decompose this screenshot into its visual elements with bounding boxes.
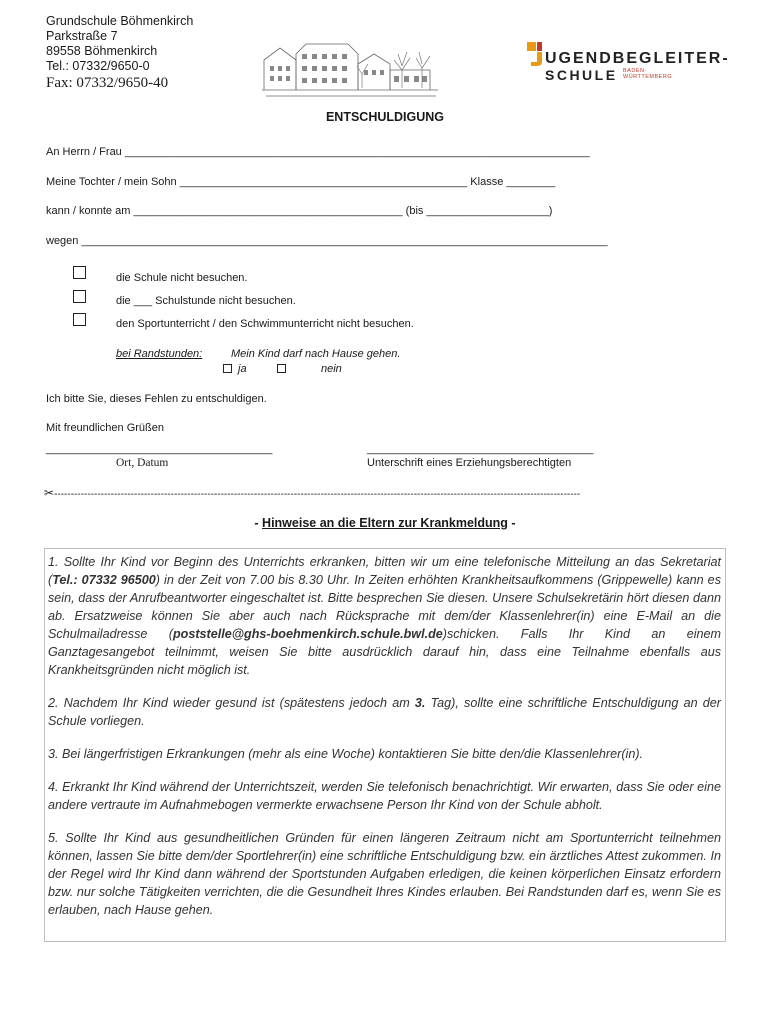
p1-text-a: 1. Sollte Ihr Kind vor Beginn des Unterrichts erkranken, bitten wir um eine telefonische Mitteilung an das Sekretariat (	[48, 555, 721, 587]
place-date-label: Ort, Datum	[116, 457, 169, 469]
notice-title-dash-left: -	[254, 516, 263, 530]
addressee-line: An Herrn / Frau ____________________________________________________________________________	[46, 146, 590, 158]
excuse-request: Ich bitte Sie, dieses Fehlen zu entschuldigen.	[46, 393, 267, 405]
address-line-school: Grundschule Böhmenkirch	[46, 14, 194, 28]
address-line-street: Parkstraße 7	[46, 29, 118, 43]
randstunden-yes-checkbox[interactable]	[223, 364, 232, 373]
p2-day-number: 3.	[414, 696, 426, 710]
randstunden-no-label: nein	[321, 363, 342, 375]
randstunden-text: Mein Kind darf nach Hause gehen.	[231, 348, 401, 360]
address-line-fax: Fax: 07332/9650-40	[46, 75, 169, 91]
p1-text-b: ) in der Zeit von 7.00 bis 8.30 Uhr. In Zeiten erhöhten Krankheitsaufkommens (Grippewelle) kann es sein, dass der Anrufbeantworter eingeschaltet ist. Bitte besprechen Sie diesen. Unsere Schulsekretärin hört diesen dann ab. Ersatzweise können Sie aber auch nach Rücksprache mit dem/der Klassenlehrer(in) eine E-Mail an die Schulmailadresse (	[48, 573, 721, 641]
logo-subtitle-line2: WÜRTTEMBERG	[623, 74, 673, 80]
option-checkbox-school[interactable]	[73, 266, 86, 279]
cut-line	[44, 486, 724, 500]
signature-line-right: _____________________________________	[367, 443, 594, 455]
jugendbegleiter-logo	[527, 42, 737, 90]
school-email-address[interactable]: poststelle@ghs-boehmenkirch.schule.bwl.de	[172, 627, 443, 641]
notice-paragraph-3: 3. Bei längerfristigen Erkrankungen (mehr als eine Woche) kontaktieren Sie bitte den/die Klassenlehrer(in).	[48, 747, 644, 761]
notice-paragraph-4: 4. Erkrankt Ihr Kind während der Unterrichtszeit, werden Sie telefonisch benachrichtigt. Wir erwarten, dass Sie oder eine andere vertraute im Aufnahmebogen vermerkte erwachsene Person Ihr Kind von der Schule abholt.	[48, 780, 721, 812]
randstunden-yes-label: ja	[238, 363, 247, 375]
signature-line-left: _____________________________________	[46, 443, 273, 455]
school-building-drawing	[262, 40, 440, 102]
p1-text-c: )schicken. Falls Ihr Kind an einem Ganztagesangebot teilnimmt, weisen Sie bitte ausdrücklich darauf hin, dass eine Teilnahme ebenfalls aus Krankheitsgründen nicht möglich ist.	[48, 627, 721, 677]
option-label-lesson: die ___ Schulstunde nicht besuchen.	[116, 295, 296, 307]
signature-label: Unterschrift eines Erziehungsberechtigten	[367, 457, 572, 469]
logo-brand-line1: UGENDBEGLEITER-	[545, 50, 730, 67]
randstunden-no-checkbox[interactable]	[277, 364, 286, 373]
address-line-phone: Tel.: 07332/9650-0	[46, 59, 150, 73]
option-checkbox-lesson[interactable]	[73, 290, 86, 303]
randstunden-label: bei Randstunden:	[116, 348, 203, 360]
notice-title-text: Hinweise an die Eltern zur Krankmeldung	[262, 516, 508, 530]
notice-paragraph-2	[48, 694, 721, 730]
logo-subtitle	[623, 68, 672, 80]
school-phone-number: Tel.: 07332 96500	[52, 573, 156, 587]
logo-brand-line2: SCHULE	[545, 67, 618, 83]
notice-paragraph-1	[48, 553, 721, 679]
school-address	[46, 14, 193, 92]
logo-subtitle-line1: BADEN-	[623, 68, 647, 74]
p2-text-a: 2. Nachdem Ihr Kind wieder gesund ist (spätestens jedoch am	[48, 696, 415, 710]
notice-paragraph-5: 5. Sollte Ihr Kind aus gesundheitlichen Gründen für einen längeren Zeitraum nicht am Sportunterricht teilnehmen können, lassen Sie bitte dem/der Sportlehrer(in) eine schriftliche Entschuldigung bzw. ein ärztliches Attest zukommen. In der Regel wird Ihr Kind dann während der Sportstunden Aufgaben erledigen, die keinen körperlichen Einsatz erfordern bzw. nur solche Tätigkeiten verrichten, die die Gesundheit Ihres Kindes erlauben. Bei Randstunden darf es, wenn Sie es erlauben, nach Hause gehen.	[48, 831, 721, 917]
notice-title	[0, 516, 770, 530]
address-line-city: 89558 Böhmenkirch	[46, 44, 158, 58]
form-title: ENTSCHULDIGUNG	[325, 110, 445, 124]
notice-title-dash-right: -	[507, 516, 516, 530]
option-label-sport: den Sportunterricht / den Schwimmunterricht nicht besuchen.	[116, 318, 414, 330]
date-range-line: kann / konnte am ____________________________________________ (bis ____________________)	[46, 205, 553, 217]
option-label-school: die Schule nicht besuchen.	[116, 272, 248, 284]
reason-line: wegen ______________________________________________________________________________________	[46, 235, 608, 247]
child-class-line: Meine Tochter / mein Sohn _______________________________________________ Klasse ________	[46, 176, 556, 188]
greeting: Mit freundlichen Grüßen	[46, 422, 164, 434]
cut-dashes: --------------------------------------------------------------------------------------------------------------------------------------------------------------	[54, 489, 581, 500]
p2-text-b: Tag), sollte eine schriftliche Entschuldigung an der Schule vorliegen.	[48, 696, 721, 728]
scissors-icon: ✂	[44, 486, 55, 500]
notice-box	[44, 548, 726, 942]
option-checkbox-sport[interactable]	[73, 313, 86, 326]
